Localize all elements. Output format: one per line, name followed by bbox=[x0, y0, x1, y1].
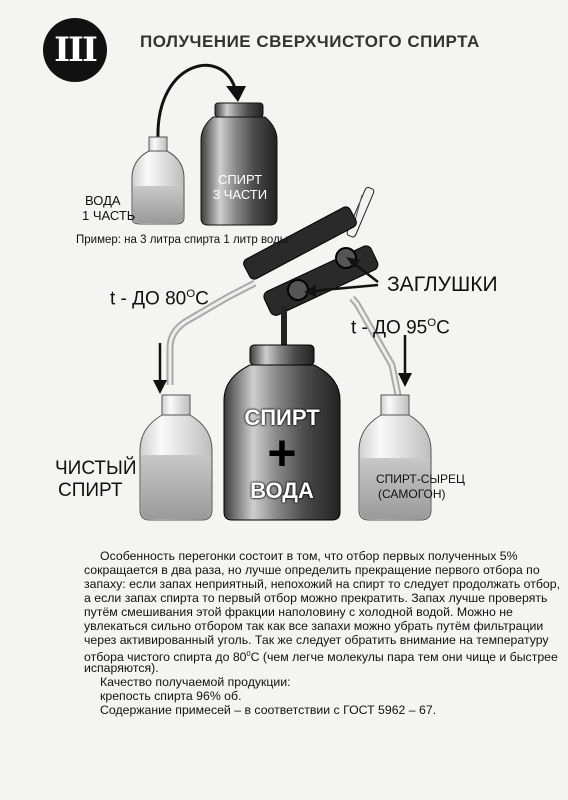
pour-arrowhead bbox=[226, 86, 246, 102]
temp-right: t - ДО $95^OC$ bbox=[351, 317, 450, 339]
text-line: сокращается в два раза, но лучше определить прекращение первого отбора по bbox=[84, 563, 540, 577]
arrow-down-left bbox=[153, 380, 167, 394]
clean-spirit-label-2: СПИРТ bbox=[58, 480, 123, 501]
center-water: ВОДА bbox=[250, 478, 314, 503]
water-bottle bbox=[132, 137, 184, 224]
text-line: Особенность перегонки состоит в том, что отбор первых полученных 5% bbox=[100, 549, 518, 563]
water-label: ВОДА bbox=[85, 193, 121, 208]
clean-spirit-label-1: ЧИСТЫЙ bbox=[55, 458, 137, 479]
spirit-label: СПИРТ bbox=[217, 172, 263, 187]
text-line: запаху: если запах неприятный, непохожий на спирт то следует продолжать отбор, bbox=[84, 577, 561, 591]
plugs-label: ЗАГЛУШКИ bbox=[387, 273, 498, 296]
text-line: испаряются). bbox=[84, 661, 159, 675]
text-line: путём смешивания этой фракции наполовину с холодной водой. Можно не bbox=[84, 605, 513, 619]
page-title: ПОЛУЧЕНИЕ СВЕРХЧИСТОГО СПИРТА bbox=[140, 32, 480, 51]
center-spirit: СПИРТ bbox=[244, 405, 320, 430]
plug-lower bbox=[288, 280, 308, 300]
spirit-can bbox=[201, 103, 277, 225]
text-line: Качество получаемой продукции: bbox=[100, 675, 291, 689]
text-line: отбора чистого спирта до $80^0С$ (чем легче молекулы пара тем они чище и быстрее bbox=[84, 649, 558, 665]
temp-left: t - ДО $80^OC$ bbox=[110, 288, 209, 310]
text-line: а если запах спирта то первый отбор можно прекратить. Запах лучше проверять bbox=[84, 591, 548, 605]
section-number: III bbox=[54, 30, 96, 70]
arrow-down-right bbox=[398, 373, 412, 387]
center-plus: + bbox=[267, 425, 297, 481]
text-line: через активированный уголь. Так же следует обратить внимание на температуру bbox=[84, 633, 549, 647]
example-note: Пример: на 3 литра спирта 1 литр воды. bbox=[76, 234, 292, 246]
raw-spirit-label-1: СПИРТ-СЫРЕЦ bbox=[376, 472, 465, 486]
text-line: увлекаться сильно отбором так как все запахи можно убрать путём фильтрации bbox=[84, 619, 544, 633]
text-line: крепость спирта 96% об. bbox=[100, 689, 242, 703]
water-parts: 1 ЧАСТЬ bbox=[82, 208, 136, 223]
clean-spirit-bottle bbox=[140, 395, 212, 520]
raw-spirit-label-2: (САМОГОН) bbox=[378, 487, 446, 501]
spirit-parts: 3 ЧАСТИ bbox=[212, 187, 268, 202]
text-line: Содержание примесей – в соответствии с ГОСТ 5962 – 67. bbox=[100, 703, 437, 717]
